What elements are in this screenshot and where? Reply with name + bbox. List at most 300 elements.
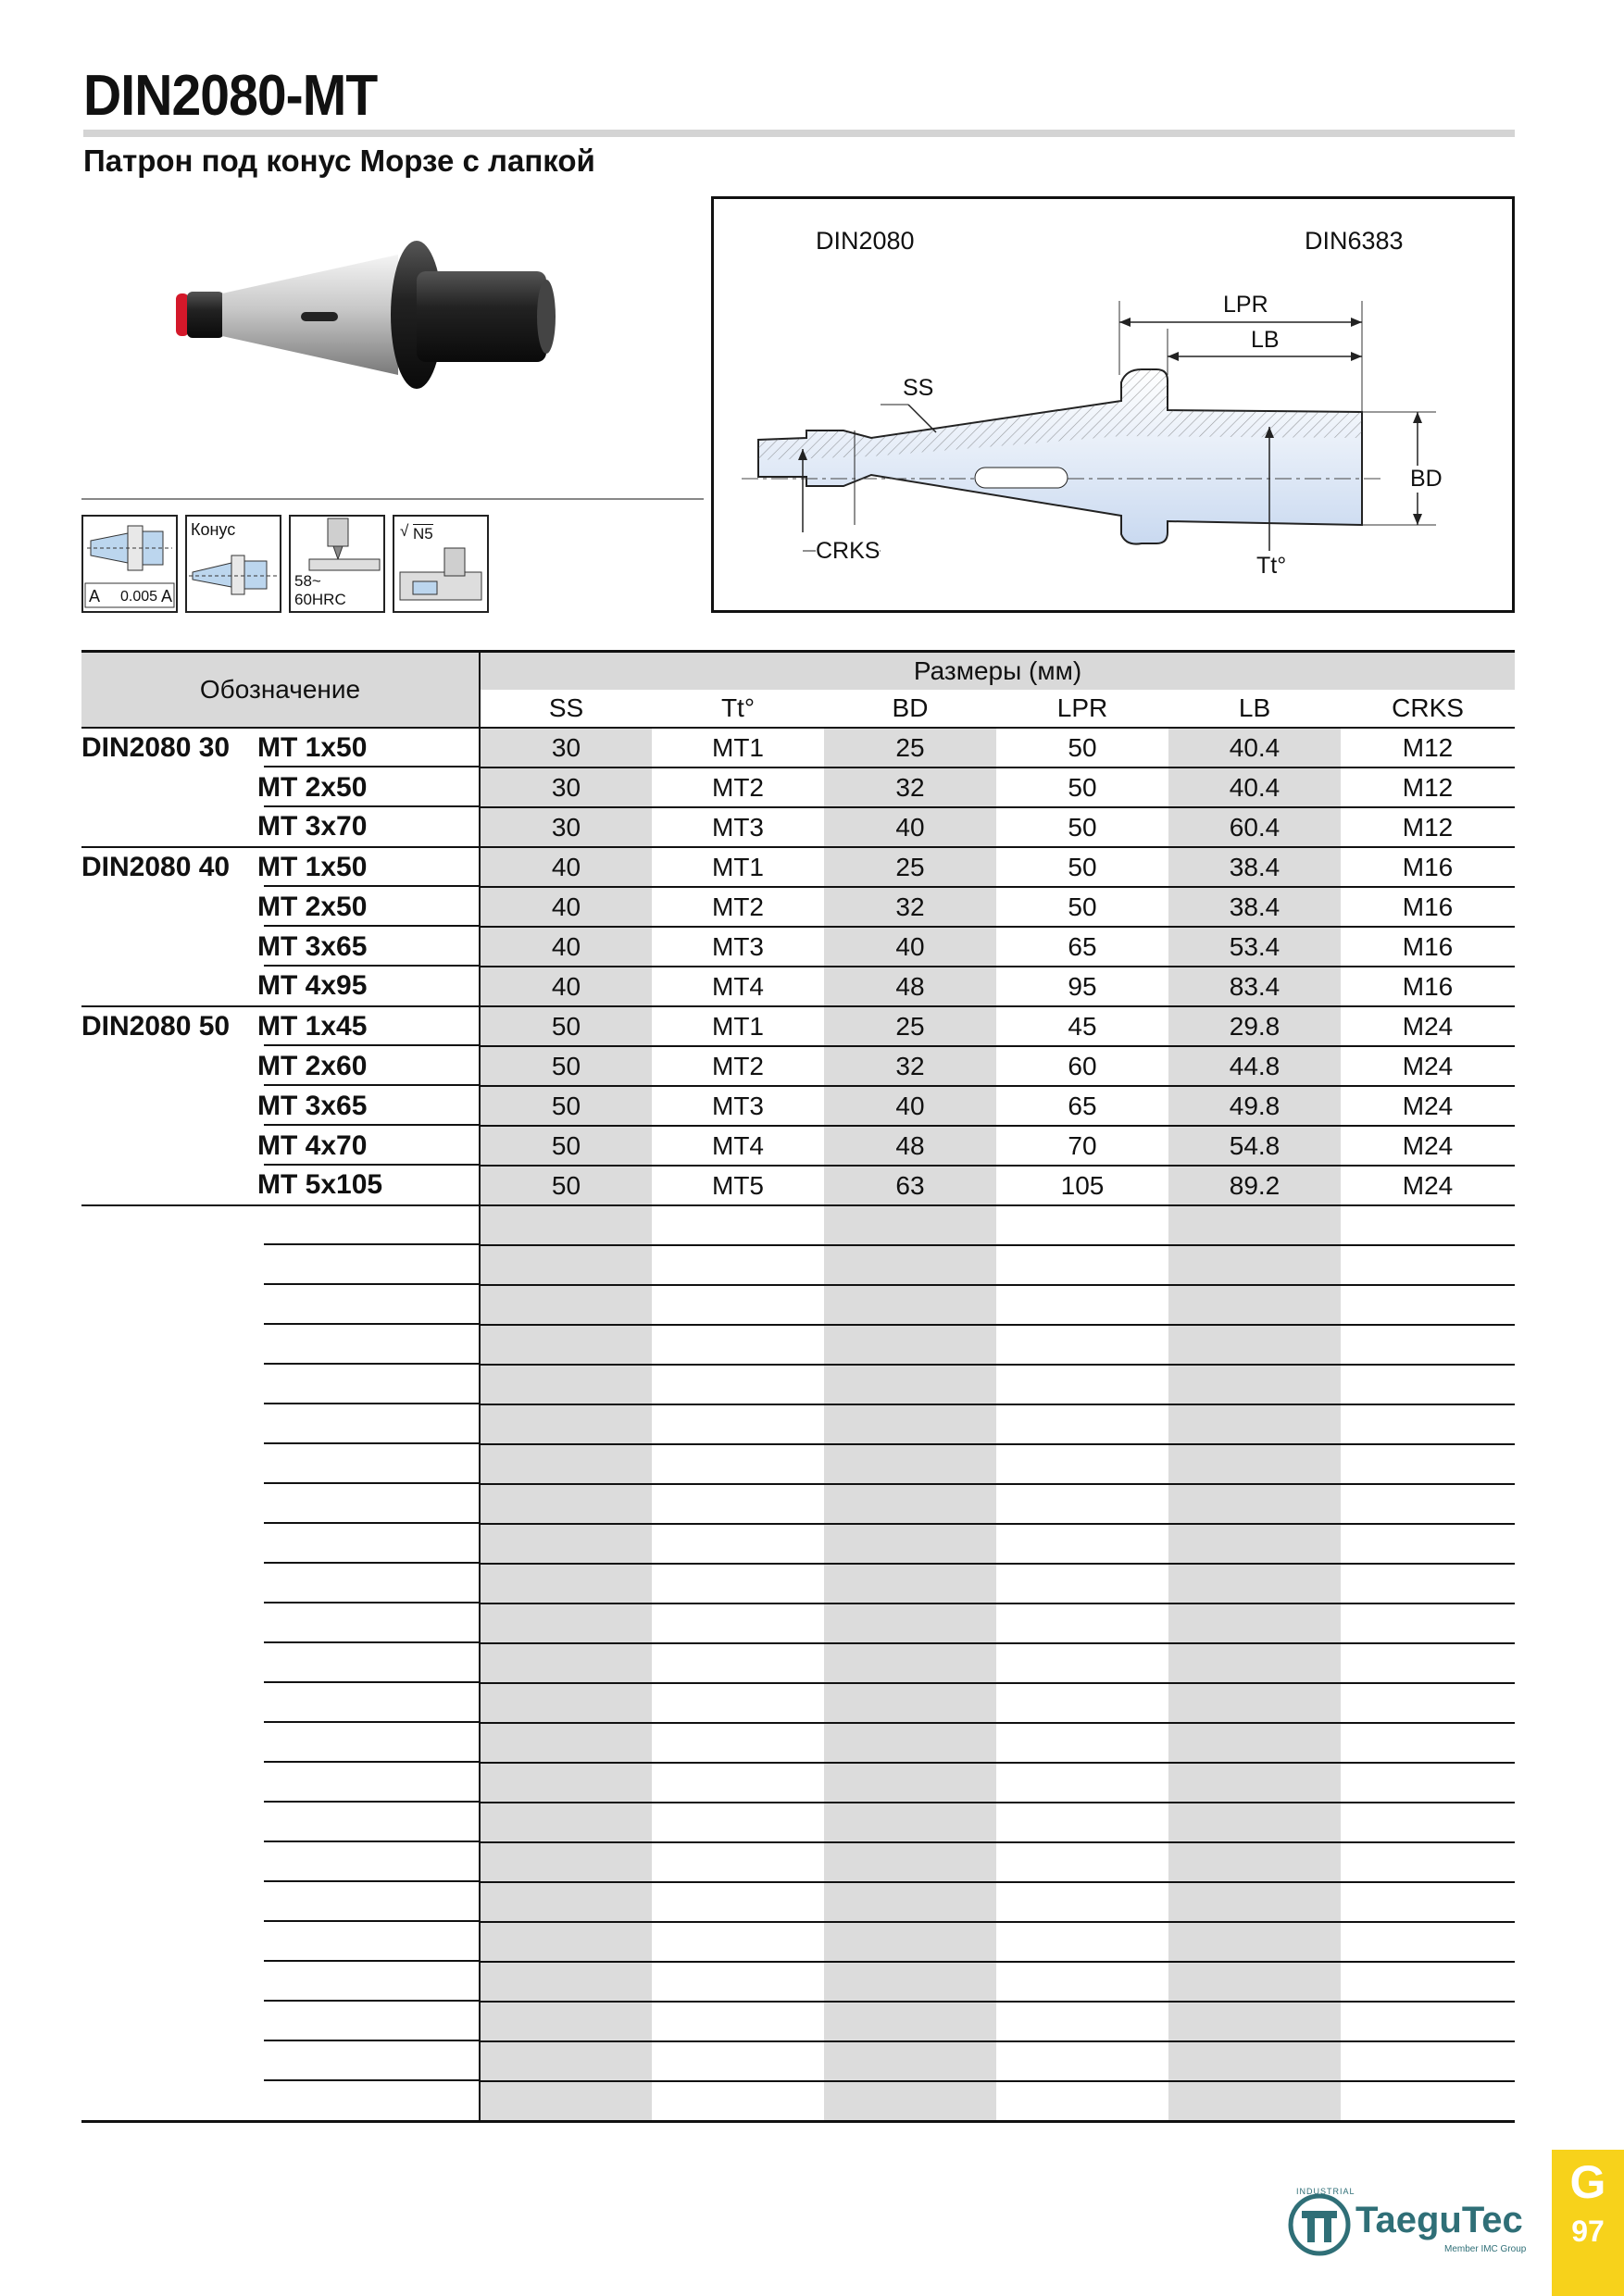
value-cell xyxy=(1341,1683,1515,1723)
taper-feature-icon: Конус xyxy=(185,515,281,613)
designation-size: MT 4x95 xyxy=(257,970,368,1001)
value-cell xyxy=(1341,1444,1515,1484)
value-cell: M24 xyxy=(1341,1086,1515,1126)
designation-cell xyxy=(81,887,480,927)
value-cell xyxy=(480,1603,652,1643)
designation-cell xyxy=(81,1723,480,1763)
value-cell: 30 xyxy=(480,807,652,847)
value-cell xyxy=(1341,1205,1515,1245)
empty-table-row xyxy=(81,1962,1515,2002)
value-cell xyxy=(1168,1803,1341,1842)
value-cell xyxy=(652,1962,824,2002)
title-rule xyxy=(83,130,1515,137)
value-cell: 65 xyxy=(996,927,1168,967)
value-cell xyxy=(1168,1643,1341,1683)
value-cell: 38.4 xyxy=(1168,887,1341,927)
designation-cell xyxy=(81,1126,480,1166)
value-cell: 40 xyxy=(824,927,996,967)
value-cell xyxy=(480,1683,652,1723)
value-cell xyxy=(480,2002,652,2041)
runout-feature-icon: A 0.005 A xyxy=(81,515,178,613)
value-cell xyxy=(652,2081,824,2122)
value-cell: M16 xyxy=(1341,847,1515,887)
value-cell xyxy=(480,1444,652,1484)
value-cell xyxy=(1341,1803,1515,1842)
value-cell xyxy=(996,1404,1168,1444)
column-header: SS xyxy=(480,690,652,728)
value-cell xyxy=(824,1723,996,1763)
value-cell xyxy=(652,1842,824,1882)
designation-size: MT 1x45 xyxy=(257,1011,368,1042)
spec-table xyxy=(81,650,1515,2123)
value-cell xyxy=(1341,1484,1515,1524)
designation-cell xyxy=(81,1325,480,1365)
value-cell: 40.4 xyxy=(1168,728,1341,767)
designation-cell xyxy=(81,1285,480,1325)
value-cell xyxy=(824,1484,996,1524)
empty-table-row xyxy=(81,1723,1515,1763)
value-cell: 50 xyxy=(996,807,1168,847)
value-cell: 53.4 xyxy=(1168,927,1341,967)
table-row xyxy=(81,1126,1515,1166)
value-cell xyxy=(824,1882,996,1922)
dimensions-header: Размеры (мм) xyxy=(480,652,1515,691)
empty-table-row xyxy=(81,2002,1515,2041)
empty-table-row xyxy=(81,1564,1515,1603)
value-cell: 63 xyxy=(824,1166,996,1205)
photo-divider xyxy=(81,498,704,500)
value-cell xyxy=(1341,1404,1515,1444)
value-cell: MT3 xyxy=(652,807,824,847)
value-cell xyxy=(1168,1205,1341,1245)
value-cell: 50 xyxy=(480,1046,652,1086)
designation-group: DIN2080 30 xyxy=(81,732,231,763)
dim-bd-label: BD xyxy=(1410,466,1443,492)
value-cell: 105 xyxy=(996,1166,1168,1205)
value-cell xyxy=(652,1325,824,1365)
value-cell: 40 xyxy=(824,1086,996,1126)
value-cell: 50 xyxy=(480,1086,652,1126)
value-cell xyxy=(1168,1484,1341,1524)
value-cell: 32 xyxy=(824,767,996,807)
value-cell: 30 xyxy=(480,767,652,807)
designation-cell xyxy=(81,1444,480,1484)
value-cell xyxy=(480,1723,652,1763)
value-cell: 40 xyxy=(480,887,652,927)
table-row xyxy=(81,847,1515,887)
designation-size: MT 4x70 xyxy=(257,1129,368,1161)
value-cell xyxy=(996,1205,1168,1245)
value-cell xyxy=(824,2081,996,2122)
value-cell: 50 xyxy=(996,728,1168,767)
value-cell xyxy=(652,1444,824,1484)
value-cell xyxy=(824,1842,996,1882)
value-cell: MT3 xyxy=(652,1086,824,1126)
value-cell: 50 xyxy=(996,887,1168,927)
value-cell: 50 xyxy=(480,1126,652,1166)
value-cell xyxy=(996,2081,1168,2122)
value-cell: 83.4 xyxy=(1168,967,1341,1006)
value-cell xyxy=(1341,1603,1515,1643)
value-cell: 40.4 xyxy=(1168,767,1341,807)
value-cell xyxy=(652,1643,824,1683)
value-cell: M12 xyxy=(1341,807,1515,847)
designation-size: MT 3x65 xyxy=(257,1090,368,1121)
value-cell xyxy=(480,1524,652,1564)
value-cell xyxy=(824,1683,996,1723)
value-cell xyxy=(1168,1962,1341,2002)
value-cell: M16 xyxy=(1341,887,1515,927)
value-cell: 38.4 xyxy=(1168,847,1341,887)
empty-table-row xyxy=(81,1365,1515,1404)
designation-cell xyxy=(81,1683,480,1723)
designation-cell xyxy=(81,2002,480,2041)
dim-ss-label: SS xyxy=(903,375,934,401)
designation-cell xyxy=(81,1046,480,1086)
value-cell: MT2 xyxy=(652,767,824,807)
value-cell xyxy=(652,1404,824,1444)
value-cell xyxy=(1341,1763,1515,1803)
value-cell: MT1 xyxy=(652,847,824,887)
value-cell xyxy=(996,1842,1168,1882)
value-cell: MT4 xyxy=(652,967,824,1006)
value-cell xyxy=(652,1882,824,1922)
empty-table-row xyxy=(81,2081,1515,2122)
column-header: BD xyxy=(824,690,996,728)
value-cell xyxy=(652,2002,824,2041)
empty-table-row xyxy=(81,1603,1515,1643)
designation-cell xyxy=(81,1166,480,1205)
brand-logo: INDUSTRIAL TaeguTec Member IMC Group xyxy=(1287,2192,1528,2257)
value-cell xyxy=(1168,1245,1341,1285)
empty-table-row xyxy=(81,1763,1515,1803)
empty-table-row xyxy=(81,1205,1515,1245)
hardness-feature-icon: 58~ 60HRC xyxy=(289,515,385,613)
value-cell xyxy=(480,2081,652,2122)
table-row xyxy=(81,967,1515,1006)
empty-table-row xyxy=(81,1285,1515,1325)
empty-table-row xyxy=(81,1524,1515,1564)
value-cell: 65 xyxy=(996,1086,1168,1126)
value-cell xyxy=(996,1444,1168,1484)
value-cell: 44.8 xyxy=(1168,1046,1341,1086)
value-cell xyxy=(1341,1922,1515,1962)
dim-crks-label: CRKS xyxy=(816,538,881,564)
designation-cell xyxy=(81,767,480,807)
value-cell: MT4 xyxy=(652,1126,824,1166)
designation-cell xyxy=(81,1803,480,1842)
value-cell: 49.8 xyxy=(1168,1086,1341,1126)
designation-cell xyxy=(81,1205,480,1245)
designation-size: MT 5x105 xyxy=(257,1169,383,1200)
value-cell: 32 xyxy=(824,887,996,927)
value-cell xyxy=(1168,1922,1341,1962)
dim-lb-label: LB xyxy=(1251,327,1280,353)
value-cell: 60 xyxy=(996,1046,1168,1086)
designation-cell xyxy=(81,1763,480,1803)
value-cell xyxy=(1168,1564,1341,1603)
value-cell xyxy=(1341,2002,1515,2041)
value-cell xyxy=(1168,1325,1341,1365)
column-header: Tt° xyxy=(652,690,824,728)
value-cell xyxy=(824,1404,996,1444)
value-cell xyxy=(996,1643,1168,1683)
value-cell xyxy=(824,1524,996,1564)
table-row xyxy=(81,1046,1515,1086)
value-cell: 25 xyxy=(824,1006,996,1046)
value-cell: 32 xyxy=(824,1046,996,1086)
value-cell: M12 xyxy=(1341,767,1515,807)
empty-table-row xyxy=(81,1643,1515,1683)
value-cell xyxy=(1341,1882,1515,1922)
designation-cell xyxy=(81,2041,480,2081)
value-cell xyxy=(996,1365,1168,1404)
value-cell xyxy=(1168,1444,1341,1484)
designation-cell xyxy=(81,1922,480,1962)
value-cell xyxy=(824,1603,996,1643)
designation-cell xyxy=(81,1643,480,1683)
value-cell: MT5 xyxy=(652,1166,824,1205)
value-cell xyxy=(824,1922,996,1962)
empty-table-row xyxy=(81,1803,1515,1842)
empty-table-row xyxy=(81,1683,1515,1723)
value-cell: 45 xyxy=(996,1006,1168,1046)
value-cell: M16 xyxy=(1341,967,1515,1006)
designation-cell xyxy=(81,1006,480,1046)
designation-cell xyxy=(81,1365,480,1404)
value-cell xyxy=(652,1603,824,1643)
value-cell xyxy=(824,1564,996,1603)
surface-finish-feature-icon: √ N5 xyxy=(393,515,489,613)
designation-size: MT 2x50 xyxy=(257,771,368,803)
designation-size: MT 1x50 xyxy=(257,852,368,882)
value-cell xyxy=(1341,1643,1515,1683)
value-cell xyxy=(996,2002,1168,2041)
value-cell xyxy=(1341,2081,1515,2122)
value-cell xyxy=(824,2041,996,2081)
spec-table-body xyxy=(81,728,1515,2122)
column-header: CRKS xyxy=(1341,690,1515,728)
empty-table-row xyxy=(81,1882,1515,1922)
page-number: 97 xyxy=(1571,2215,1605,2248)
value-cell xyxy=(996,1763,1168,1803)
value-cell: 48 xyxy=(824,1126,996,1166)
value-cell: 89.2 xyxy=(1168,1166,1341,1205)
designation-size: MT 3x70 xyxy=(257,811,368,842)
value-cell: 48 xyxy=(824,967,996,1006)
designation-cell xyxy=(81,1524,480,1564)
value-cell xyxy=(1168,1882,1341,1922)
value-cell xyxy=(1168,1404,1341,1444)
value-cell xyxy=(996,1922,1168,1962)
value-cell: 50 xyxy=(996,767,1168,807)
value-cell xyxy=(824,1763,996,1803)
designation-cell xyxy=(81,1842,480,1882)
value-cell xyxy=(1168,2002,1341,2041)
value-cell: MT2 xyxy=(652,887,824,927)
value-cell: M24 xyxy=(1341,1046,1515,1086)
value-cell xyxy=(1341,1325,1515,1365)
value-cell: 40 xyxy=(480,847,652,887)
value-cell xyxy=(1341,1842,1515,1882)
value-cell xyxy=(480,1962,652,2002)
empty-table-row xyxy=(81,1484,1515,1524)
table-row xyxy=(81,767,1515,807)
value-cell: M16 xyxy=(1341,927,1515,967)
value-cell: 40 xyxy=(824,807,996,847)
value-cell xyxy=(1168,1524,1341,1564)
value-cell xyxy=(480,1842,652,1882)
value-cell xyxy=(652,1484,824,1524)
value-cell xyxy=(996,1524,1168,1564)
table-row xyxy=(81,887,1515,927)
value-cell: MT3 xyxy=(652,927,824,967)
value-cell xyxy=(480,1245,652,1285)
designation-cell xyxy=(81,1086,480,1126)
drawing-label-din6383: DIN6383 xyxy=(1305,227,1404,255)
designation-cell xyxy=(81,1882,480,1922)
designation-cell xyxy=(81,1404,480,1444)
value-cell xyxy=(652,1683,824,1723)
value-cell xyxy=(652,1803,824,1842)
designation-cell xyxy=(81,1603,480,1643)
value-cell: M24 xyxy=(1341,1166,1515,1205)
designation-size: MT 3x65 xyxy=(257,930,368,962)
value-cell xyxy=(480,1205,652,1245)
designation-cell xyxy=(81,1484,480,1524)
value-cell xyxy=(996,1325,1168,1365)
table-row xyxy=(81,728,1515,767)
value-cell xyxy=(652,1365,824,1404)
technical-drawing xyxy=(711,196,1515,613)
column-header: LPR xyxy=(996,690,1168,728)
value-cell xyxy=(996,1803,1168,1842)
value-cell xyxy=(1341,1245,1515,1285)
value-cell xyxy=(824,1365,996,1404)
designation-cell xyxy=(81,728,480,767)
value-cell: 50 xyxy=(480,1006,652,1046)
value-cell xyxy=(1341,1564,1515,1603)
value-cell xyxy=(824,1962,996,2002)
section-letter: G xyxy=(1569,2156,1606,2208)
empty-table-row xyxy=(81,1922,1515,1962)
value-cell xyxy=(1168,2081,1341,2122)
value-cell: MT1 xyxy=(652,728,824,767)
value-cell: MT1 xyxy=(652,1006,824,1046)
value-cell xyxy=(1168,1603,1341,1643)
value-cell: 25 xyxy=(824,847,996,887)
value-cell: 25 xyxy=(824,728,996,767)
value-cell xyxy=(1168,1683,1341,1723)
value-cell xyxy=(1341,1285,1515,1325)
value-cell xyxy=(996,1723,1168,1763)
designation-header: Обозначение xyxy=(81,652,480,729)
value-cell xyxy=(824,1325,996,1365)
value-cell: 50 xyxy=(480,1166,652,1205)
value-cell: 50 xyxy=(996,847,1168,887)
designation-size: MT 1x50 xyxy=(257,732,368,763)
value-cell xyxy=(652,2041,824,2081)
value-cell xyxy=(1168,1763,1341,1803)
designation-cell xyxy=(81,1245,480,1285)
value-cell xyxy=(480,1564,652,1603)
value-cell xyxy=(1341,1962,1515,2002)
value-cell: 70 xyxy=(996,1126,1168,1166)
value-cell xyxy=(652,1245,824,1285)
value-cell xyxy=(824,1245,996,1285)
value-cell xyxy=(824,1803,996,1842)
value-cell xyxy=(652,1285,824,1325)
value-cell xyxy=(996,1962,1168,2002)
value-cell xyxy=(996,1882,1168,1922)
value-cell xyxy=(1168,1285,1341,1325)
value-cell xyxy=(996,1285,1168,1325)
value-cell xyxy=(1341,1723,1515,1763)
designation-cell xyxy=(81,847,480,887)
value-cell xyxy=(480,1404,652,1444)
value-cell xyxy=(480,1365,652,1404)
table-row xyxy=(81,927,1515,967)
value-cell: 40 xyxy=(480,967,652,1006)
page-title: DIN2080-MT xyxy=(83,64,378,128)
value-cell xyxy=(824,1285,996,1325)
designation-cell xyxy=(81,2081,480,2122)
value-cell xyxy=(824,1205,996,1245)
value-cell xyxy=(480,1325,652,1365)
designation-group: DIN2080 40 xyxy=(81,852,231,882)
designation-size: MT 2x50 xyxy=(257,891,368,922)
value-cell xyxy=(1168,2041,1341,2081)
drawing-label-din2080: DIN2080 xyxy=(816,227,915,255)
product-photo xyxy=(139,227,602,403)
value-cell: 54.8 xyxy=(1168,1126,1341,1166)
designation-cell xyxy=(81,927,480,967)
value-cell: M24 xyxy=(1341,1126,1515,1166)
value-cell xyxy=(824,1643,996,1683)
dim-lpr-label: LPR xyxy=(1223,292,1268,318)
value-cell xyxy=(1341,1365,1515,1404)
value-cell xyxy=(480,1643,652,1683)
value-cell xyxy=(480,1285,652,1325)
value-cell: 30 xyxy=(480,728,652,767)
value-cell xyxy=(480,1484,652,1524)
value-cell xyxy=(652,1205,824,1245)
dim-tt-label: Tt° xyxy=(1256,553,1287,579)
designation-cell xyxy=(81,1962,480,2002)
value-cell xyxy=(1341,1524,1515,1564)
designation-group: DIN2080 50 xyxy=(81,1011,231,1042)
value-cell xyxy=(996,1245,1168,1285)
table-row xyxy=(81,1166,1515,1205)
value-cell: 29.8 xyxy=(1168,1006,1341,1046)
value-cell xyxy=(652,1922,824,1962)
value-cell xyxy=(1341,2041,1515,2081)
column-header: LB xyxy=(1168,690,1341,728)
value-cell: 40 xyxy=(480,927,652,967)
designation-cell xyxy=(81,967,480,1006)
value-cell xyxy=(996,1564,1168,1603)
value-cell xyxy=(480,1763,652,1803)
value-cell xyxy=(996,1603,1168,1643)
designation-size: MT 2x60 xyxy=(257,1050,368,1081)
designation-cell xyxy=(81,1564,480,1603)
empty-table-row xyxy=(81,1842,1515,1882)
empty-table-row xyxy=(81,1444,1515,1484)
value-cell xyxy=(480,2041,652,2081)
empty-table-row xyxy=(81,1325,1515,1365)
value-cell xyxy=(996,1484,1168,1524)
value-cell: MT2 xyxy=(652,1046,824,1086)
